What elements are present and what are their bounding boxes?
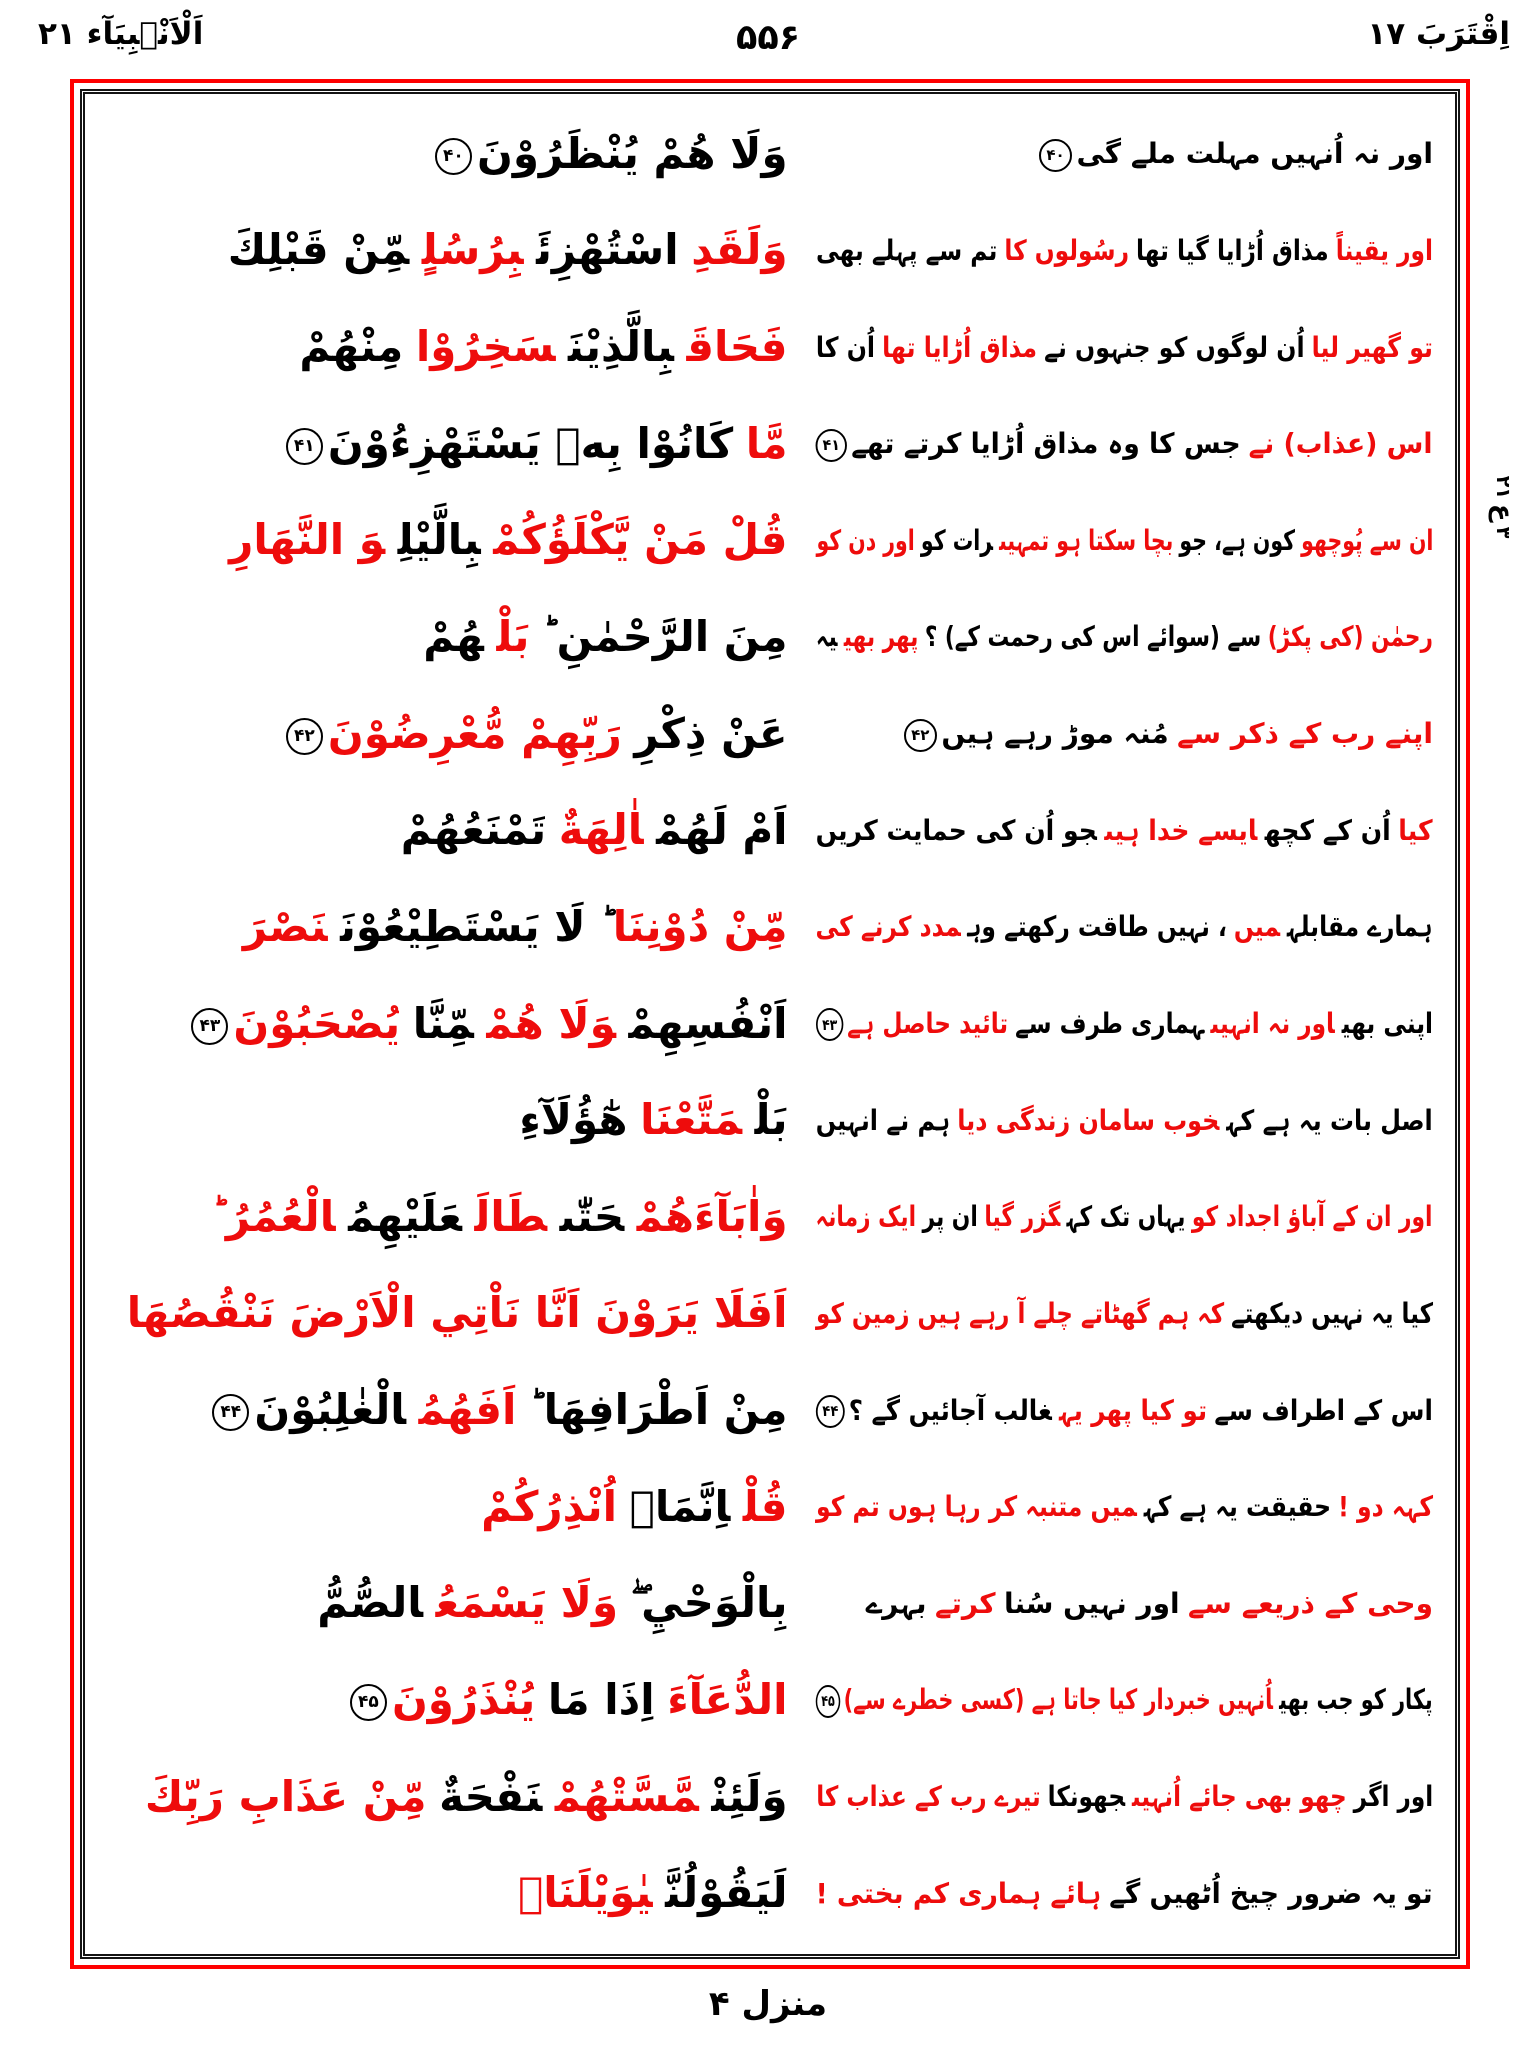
urdu-line-1 xyxy=(1039,133,1433,175)
arabic-line-6 xyxy=(423,607,787,668)
text-segment: مدد کرنے کی xyxy=(816,910,962,944)
text-segment: مِنَ الرَّحْمٰنِ ؕ xyxy=(542,612,788,662)
text-segment: اِذَا مَا xyxy=(547,1674,655,1724)
ruku-juz-count: ۲۱ xyxy=(1492,475,1514,499)
text-segment: اسْتُهْزِئَ xyxy=(536,225,679,275)
juz-name: اِقْتَرَبَ ۱۷ xyxy=(1367,16,1510,52)
arabic-line-13 xyxy=(127,1283,788,1344)
text-segment: اور نہ اُنہیں مہلت ملے گی xyxy=(1076,137,1433,171)
arabic-line-14 xyxy=(212,1380,787,1441)
text-segment: مذاق اُڑایا گیا تھا xyxy=(1135,233,1329,267)
text-segment: ہم نے انہیں xyxy=(816,1103,951,1137)
urdu-line-16 xyxy=(866,1583,1433,1625)
text-segment: ، نہیں طاقت رکھتے وہ xyxy=(968,910,1228,944)
text-segment: مِّنْ قَبْلِكَ xyxy=(227,225,410,275)
arabic-line-11 xyxy=(519,1090,787,1151)
text-segment: الدُّعَآءَ xyxy=(667,1674,788,1724)
arabic-line-18-cell xyxy=(99,1749,804,1846)
text-segment: اُن کا xyxy=(816,330,876,364)
verse-number-badge: ۴۳ xyxy=(191,1008,228,1045)
urdu-line-8 xyxy=(816,810,1433,852)
arabic-line-4-cell xyxy=(99,396,804,493)
arabic-line-17 xyxy=(350,1670,788,1731)
arabic-line-2-cell xyxy=(99,203,804,300)
text-segment: الْغٰلِبُوْنَ xyxy=(254,1385,407,1435)
text-segment: سَخِرُوْا xyxy=(415,322,556,372)
arabic-line-3-cell xyxy=(99,299,804,396)
text-segment: جھونکا xyxy=(1047,1780,1125,1814)
text-segment: اَمْ لَهُمْ xyxy=(656,805,788,855)
text-segment: وَاٰبَآءَهُمْ xyxy=(636,1191,788,1241)
verse-number-badge: ۴۰ xyxy=(435,138,472,175)
text-segment: مِنْهُمْ xyxy=(299,322,404,372)
urdu-line-9-cell xyxy=(804,879,1441,976)
text-segment: اُنہیں خبردار کیا جاتا ہے (کسی خطرے سے) xyxy=(843,1683,1274,1717)
arabic-line-12-cell xyxy=(99,1169,804,1266)
text-segment: وَ النَّهَارِ xyxy=(229,515,386,565)
text-segment: غالب آجائیں گے ؟ xyxy=(848,1393,1052,1427)
text-segment: نَصْرَ xyxy=(242,901,328,951)
text-segment: ہماری طرف سے xyxy=(1015,1006,1204,1040)
arabic-line-2 xyxy=(228,220,788,281)
urdu-line-11-cell xyxy=(804,1072,1441,1169)
urdu-line-2 xyxy=(816,230,1433,272)
text-segment: مُنہ موڑ رہے ہیں xyxy=(941,717,1169,751)
verse-number-badge: ۴۴ xyxy=(816,1395,845,1428)
urdu-line-13-cell xyxy=(804,1266,1441,1363)
text-segment: کہ ہم گھٹاتے چلے آ رہے ہیں زمین کو xyxy=(816,1296,1225,1330)
text-segment: مَتَّعْنَا xyxy=(640,1095,743,1145)
arabic-line-14-cell xyxy=(99,1362,804,1459)
arabic-line-16 xyxy=(317,1573,787,1634)
arabic-line-1-cell xyxy=(99,106,804,203)
text-segment: مِنْ اَطْرَافِهَا ؕ xyxy=(529,1385,788,1435)
text-segment: مِّنَّا xyxy=(412,998,474,1048)
text-segment: فَحَاقَ xyxy=(686,322,788,372)
text-segment: اَفَلَا يَرَوْنَ اَنَّا نَاْتِي الْاَرْضَ نَنْقُصُهَا xyxy=(126,1288,788,1338)
arabic-line-13-cell xyxy=(99,1266,804,1363)
text-segment: ہمارے مقابلہ xyxy=(1287,910,1433,944)
arabic-line-12 xyxy=(211,1187,787,1248)
urdu-line-2-cell xyxy=(804,203,1441,300)
arabic-line-10 xyxy=(191,994,787,1055)
arabic-line-1 xyxy=(435,124,788,185)
text-segment: کیا یہ نہیں دیکھتے xyxy=(1231,1296,1433,1330)
text-segment: حَتّٰى xyxy=(559,1191,625,1241)
text-segment: بِرُسُلٍ xyxy=(421,225,524,275)
text-segment: قُلْ مَنْ يَّكْلَؤُكُمْ xyxy=(493,515,788,565)
text-segment: اور ان کے آباؤ اجداد کو xyxy=(1192,1200,1433,1234)
arabic-line-18 xyxy=(145,1767,788,1828)
text-segment: تیرے رب کے عذاب کا xyxy=(816,1780,1041,1814)
urdu-line-14-cell xyxy=(804,1362,1441,1459)
verse-number-badge: ۴۵ xyxy=(816,1685,841,1718)
urdu-line-8-cell xyxy=(804,782,1441,879)
text-segment: اور یقیناً xyxy=(1335,233,1433,267)
urdu-line-19-cell xyxy=(804,1845,1441,1942)
text-segment: اور اگر xyxy=(1353,1780,1433,1814)
urdu-line-12-cell xyxy=(804,1169,1441,1266)
text-segment: مذاق اُڑایا تھا xyxy=(882,330,1038,364)
page-number: ۵۵۶ xyxy=(735,18,801,58)
text-segment: يٰوَيْلَنَاۤ xyxy=(518,1868,653,1918)
text-segment: تو گھیر لیا xyxy=(1311,330,1433,364)
text-segment: مَّا xyxy=(745,418,788,468)
text-segment: کہہ دو ! xyxy=(1338,1490,1433,1524)
urdu-line-10 xyxy=(816,1003,1433,1045)
arabic-line-9-cell xyxy=(99,879,804,976)
surah-name: اَلْاَنْۢبِيَآء ۲۱ xyxy=(38,16,204,52)
text-segment: نَفْحَةٌ xyxy=(439,1771,543,1821)
text-segment: ان سے پُوچھو xyxy=(1300,523,1433,557)
text-segment: کون ہے، جو xyxy=(1178,523,1295,557)
urdu-line-19 xyxy=(816,1873,1433,1915)
urdu-line-6 xyxy=(816,616,1433,658)
text-segment: اپنی بھی xyxy=(1341,1006,1433,1040)
text-segment: اور نہیں سُنا xyxy=(1003,1586,1180,1620)
text-segment: هُمْ xyxy=(423,612,484,662)
text-segment: گزر گیا xyxy=(984,1200,1061,1234)
text-segment: مِّنْ دُوْنِنَا xyxy=(612,901,788,951)
text-segment: رسُولوں کا xyxy=(1004,233,1129,267)
text-segment: كَانُوْا بِهٖ يَسْتَهْزِءُوْنَ xyxy=(327,418,734,468)
text-segment: بَلْ xyxy=(496,612,530,662)
arabic-line-6-cell xyxy=(99,589,804,686)
urdu-line-3 xyxy=(816,327,1433,369)
urdu-line-18-cell xyxy=(804,1749,1441,1846)
text-segment: بِالَّيْلِ xyxy=(397,515,481,565)
text-segment: پھر بھی xyxy=(843,620,919,654)
text-segment: اٰلِهَةٌ xyxy=(558,805,644,855)
text-segment: هٰٓؤُلَآءِ xyxy=(519,1095,628,1145)
text-segment: اُن لوگوں کو جنہوں نے xyxy=(1044,330,1305,364)
arabic-line-8-cell xyxy=(99,782,804,879)
text-segment: تَمْنَعُهُمْ xyxy=(400,805,547,855)
text-segment: بچا سکتا ہو تمہیں xyxy=(998,523,1173,557)
arabic-line-4 xyxy=(286,414,788,475)
verse-number-badge: ۴۱ xyxy=(816,429,847,462)
text-segment: رَبِّهِمْ مُّعْرِضُوْنَ xyxy=(327,708,622,758)
text-segment: پکار کو جب بھی xyxy=(1279,1683,1433,1717)
arabic-line-16-cell xyxy=(99,1555,804,1652)
arabic-line-3 xyxy=(299,317,787,378)
text-segment: ایک زمانہ xyxy=(816,1200,917,1234)
text-segment: جس کا وہ مذاق اُڑایا کرتے تھے xyxy=(851,427,1242,461)
urdu-line-13 xyxy=(816,1293,1433,1335)
urdu-line-18 xyxy=(816,1776,1433,1818)
urdu-line-14 xyxy=(816,1390,1433,1432)
verse-number-badge: ۴۵ xyxy=(350,1684,387,1721)
text-segment: ان پر xyxy=(923,1200,979,1234)
text-segment: وَلَا يَسْمَعُ xyxy=(435,1578,619,1628)
verse-number-badge: ۴۳ xyxy=(816,1008,843,1041)
text-segment: وَلَئِنْ xyxy=(711,1771,788,1821)
text-segment: ہائے ہماری کم بختی ! xyxy=(816,1876,1102,1910)
text-segment: لَيَقُوْلُنَّ xyxy=(665,1868,788,1918)
verse-number-badge: ۴۱ xyxy=(286,428,323,465)
text-segment: یہاں تک کہ xyxy=(1067,1200,1186,1234)
text-segment: وَلَقَدِ xyxy=(691,225,788,275)
verse-number-badge: ۴۲ xyxy=(904,719,937,752)
urdu-line-5 xyxy=(816,520,1433,562)
text-segment: کرتے xyxy=(934,1586,996,1620)
text-segment: يُنْذَرُوْنَ xyxy=(391,1674,536,1724)
ruku-margin-mark xyxy=(1488,472,1518,542)
urdu-line-10-cell xyxy=(804,976,1441,1073)
text-segment: جو اُن کی حمایت کریں xyxy=(816,813,1098,847)
verse-number-badge: ۴۴ xyxy=(212,1394,249,1431)
verse-number-badge: ۴۰ xyxy=(1039,139,1072,172)
text-segment: رات کو xyxy=(920,523,993,557)
urdu-line-17 xyxy=(816,1679,1433,1721)
text-segment: طَالَ xyxy=(474,1191,548,1241)
urdu-line-1-cell xyxy=(804,106,1441,203)
text-segment: یہ xyxy=(816,620,838,654)
verse-number-badge: ۴۲ xyxy=(286,718,323,755)
text-segment: بہرے xyxy=(865,1586,927,1620)
text-segment: اُنْذِرُكُمْ xyxy=(481,1481,618,1531)
text-segment: اس کے اطراف سے xyxy=(1214,1393,1433,1427)
text-segment: تو یہ ضرور چیخ اُٹھیں گے xyxy=(1109,1876,1433,1910)
outer-red-border xyxy=(70,79,1470,1969)
ruku-ain-symbol: ع xyxy=(1488,503,1518,522)
text-segment: وَلَا هُمْ xyxy=(486,998,616,1048)
text-segment: اِنَّمَاۤ xyxy=(629,1481,731,1531)
arabic-line-5 xyxy=(229,510,787,571)
text-segment: میں xyxy=(1234,910,1281,944)
arabic-line-10-cell xyxy=(99,976,804,1073)
text-segment: بِالَّذِيْنَ xyxy=(568,322,674,372)
urdu-line-12 xyxy=(816,1196,1433,1238)
arabic-line-5-cell xyxy=(99,493,804,590)
text-segment: تائید حاصل ہے xyxy=(847,1006,1009,1040)
text-segment: وَلَا هُمْ يُنْظَرُوْنَ xyxy=(476,128,788,178)
urdu-line-7-cell xyxy=(804,686,1441,783)
arabic-line-8 xyxy=(401,800,788,861)
arabic-line-7 xyxy=(286,704,788,765)
text-segment: عَنْ ذِكْرِ xyxy=(634,708,788,758)
text-segment: اصل بات یہ ہے کہ xyxy=(1226,1103,1433,1137)
text-segment: الصُّمُّ xyxy=(317,1578,424,1628)
urdu-line-6-cell xyxy=(804,589,1441,686)
text-segment: قُلْ xyxy=(742,1481,788,1531)
text-segment: اپنے رب کے ذکر سے xyxy=(1177,717,1433,751)
urdu-line-4 xyxy=(816,423,1433,465)
arabic-line-19-cell xyxy=(99,1845,804,1942)
arabic-line-17-cell xyxy=(99,1652,804,1749)
text-segment: بِالْوَحْيِ ۖ xyxy=(630,1578,788,1628)
text-segment: چھو بھی جائے اُنہیں xyxy=(1131,1780,1347,1814)
urdu-line-4-cell xyxy=(804,396,1441,493)
urdu-line-17-cell xyxy=(804,1652,1441,1749)
arabic-line-11-cell xyxy=(99,1072,804,1169)
text-segment: بَلْ xyxy=(754,1095,788,1145)
text-segment: اَفَهُمُ xyxy=(418,1385,517,1435)
urdu-line-15 xyxy=(816,1486,1433,1528)
urdu-line-3-cell xyxy=(804,299,1441,396)
text-segment: خوب سامان زندگی دیا xyxy=(957,1103,1220,1137)
ruku-surah-count: ۳ xyxy=(1492,526,1514,539)
urdu-line-16-cell xyxy=(804,1555,1441,1652)
text-segment: اَنْفُسِهِمْ xyxy=(628,998,788,1048)
urdu-line-11 xyxy=(816,1100,1433,1142)
text-segment: تو کیا پھر یہ xyxy=(1059,1393,1208,1427)
urdu-line-15-cell xyxy=(804,1459,1441,1556)
text-segment: ؕ لَا يَسْتَطِيْعُوْنَ xyxy=(340,901,601,951)
text-segment: اُن کے کچھ xyxy=(1265,813,1392,847)
text-segment: سے (سوائے اس کی رحمت کے) ؟ xyxy=(924,620,1262,654)
urdu-line-5-cell xyxy=(804,493,1441,590)
text-segment: اور نہ انہیں xyxy=(1210,1006,1335,1040)
text-segment: مِّنْ عَذَابِ رَبِّكَ xyxy=(144,1771,427,1821)
text-segment: الْعُمُرُ ؕ xyxy=(211,1191,336,1241)
page-content xyxy=(99,106,1441,1942)
arabic-line-19 xyxy=(518,1863,788,1924)
urdu-line-7 xyxy=(904,713,1433,755)
text-segment: ایسے خدا ہیں xyxy=(1104,813,1258,847)
text-segment: حقیقت یہ ہے کہ xyxy=(1143,1490,1332,1524)
text-segment: اس (عذاب) نے xyxy=(1249,427,1433,461)
text-segment: مَّسَّتْهُمْ xyxy=(554,1771,699,1821)
arabic-line-15-cell xyxy=(99,1459,804,1556)
text-segment: میں متنبہ کر رہا ہوں تم کو xyxy=(816,1490,1137,1524)
text-segment: عَلَيْهِمُ xyxy=(348,1191,462,1241)
text-segment: تم سے پہلے بھی xyxy=(816,233,998,267)
arabic-line-9 xyxy=(243,897,788,958)
text-segment: رحمٰن (کی پکڑ) xyxy=(1267,620,1433,654)
manzil-label: منزل ۴ xyxy=(708,1984,828,2024)
text-segment: اور دن کو xyxy=(816,523,915,557)
urdu-line-9 xyxy=(816,906,1433,948)
inner-black-border xyxy=(80,89,1460,1959)
text-segment: وحی کے ذریعے سے xyxy=(1188,1586,1433,1620)
arabic-line-7-cell xyxy=(99,686,804,783)
text-segment: يُصْحَبُوْنَ xyxy=(233,998,401,1048)
arabic-line-15 xyxy=(481,1477,788,1538)
text-segment: کیا xyxy=(1398,813,1433,847)
